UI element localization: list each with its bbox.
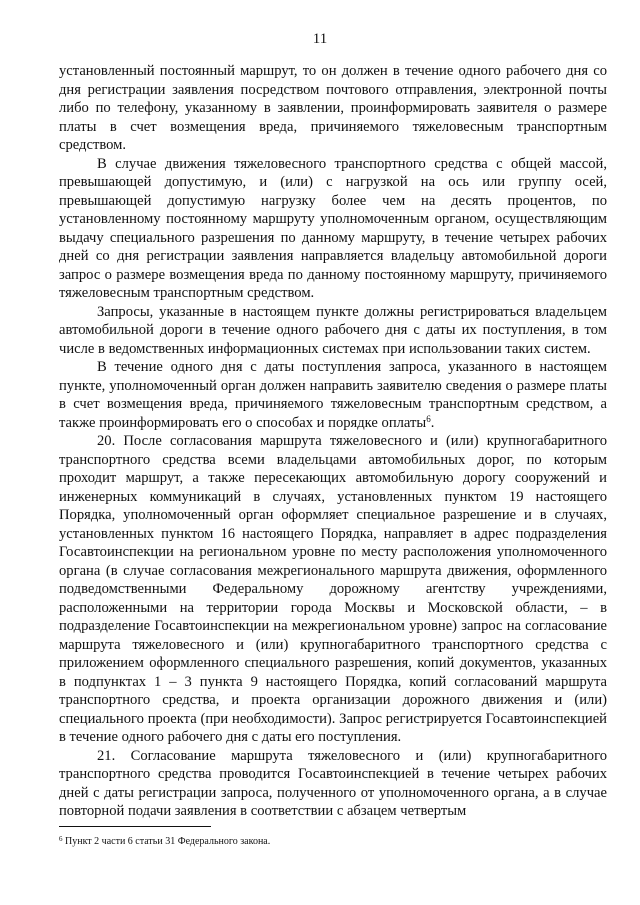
paragraph-item-21: 21. Согласование маршрута тяжеловесного и (или) крупногабаритного транспортного средства проводится Госавтоинспекцией в течение четырех рабочих дней с даты регистрации запроса, полученного от уполномоченного органа, а в случае повторной подачи заявления в соответствии с абзацем четвертым <box>59 747 607 819</box>
document-body <box>59 62 607 821</box>
paragraph-item-20: 20. После согласования маршрута тяжеловесного и (или) крупногабаритного транспортного средства всеми владельцами автомобильных дорог, по которым проходит маршрут, а также пересекающих автомобильную дорогу сооружений и инженерных коммуникаций в случаях, установленных пунктом 19 настоящего Порядка, уполномоченный орган оформляет специальное разрешение и в случаях, установленных пунктом 16 настоящего Порядка, направляет в адрес подразделения Госавтоинспекции на региональном уровне по месту расположения уполномоченного органа (в случае согласования межрегионального маршрута движения, оформленного подведомственными Федеральному дорожному агентству учреждениями, расположенными на территории города Москвы и Московской области, – в подразделение Госавтоинспекции на межрегиональном уровне) запрос на согласование маршрута тяжеловесного и (или) крупногабаритного транспортного средства с приложением оформленного специального разрешения, копий документов, указанных в подпунктах 1 – 3 пункта 9 настоящего Порядка, копий согласований маршрута транспортного средства, и проекта организации дорожного движения и (или) специального проекта (при необходимости). Запрос регистрируется Госавтоинспекцией в течение одного рабочего дня с даты его поступления. <box>59 433 607 745</box>
paragraph-requests-registration: Запросы, указанные в настоящем пункте должны регистрироваться владельцем автомобильной дороги в течение одного рабочего дня с даты их поступления, в том числе в ведомственных информационных системах при использовании таких систем. <box>59 303 607 357</box>
footnote-text: Пункт 2 части 6 статьи 31 Федерального закона. <box>62 836 271 847</box>
paragraph-payment-info-text: В течение одного дня с даты поступления запроса, указанного в настоящем пункте, уполномоченный орган должен направить заявителю сведения о размере платы в счет возмещения вреда, причиняемого тяжеловесным транспортным средством, а также проинформировать его о способах и порядке оплаты <box>59 359 607 431</box>
paragraph-weight-vehicle-case: В случае движения тяжеловесного транспортного средства с общей массой, превышающей допустимую, и (или) с нагрузкой на ось или группу осей, превышающей допустимую нагрузку более чем на десять процентов, по установленному постоянному маршруту уполномоченным органом, осуществляющим выдачу специального разрешения по данному маршруту, в течение четырех рабочих дней со дня регистрации заявления направляется владельцу автомобильной дороги запрос о размере возмещения вреда по данному постоянному маршруту, причиняемого тяжеловесным транспортным средством. <box>59 155 607 301</box>
footnote-mark: 6 <box>59 835 63 843</box>
footnote <box>59 836 607 848</box>
page-number: 11 <box>312 31 328 47</box>
paragraph-payment-info-end: . <box>430 414 435 431</box>
footnote-divider <box>59 826 211 827</box>
paragraph-payment-info <box>59 358 607 432</box>
footnote-reference-mark: 6 <box>426 413 431 424</box>
paragraph-continuation: установленный постоянный маршрут, то он должен в течение одного рабочего дня со дня регистрации заявления посредством почтового отправления, электронной почты либо по телефону, указанному в заявлении, проинформировать заявителя о размере платы в счет возмещения вреда, причиняемого тяжеловесным транспортным средством. <box>59 63 607 153</box>
